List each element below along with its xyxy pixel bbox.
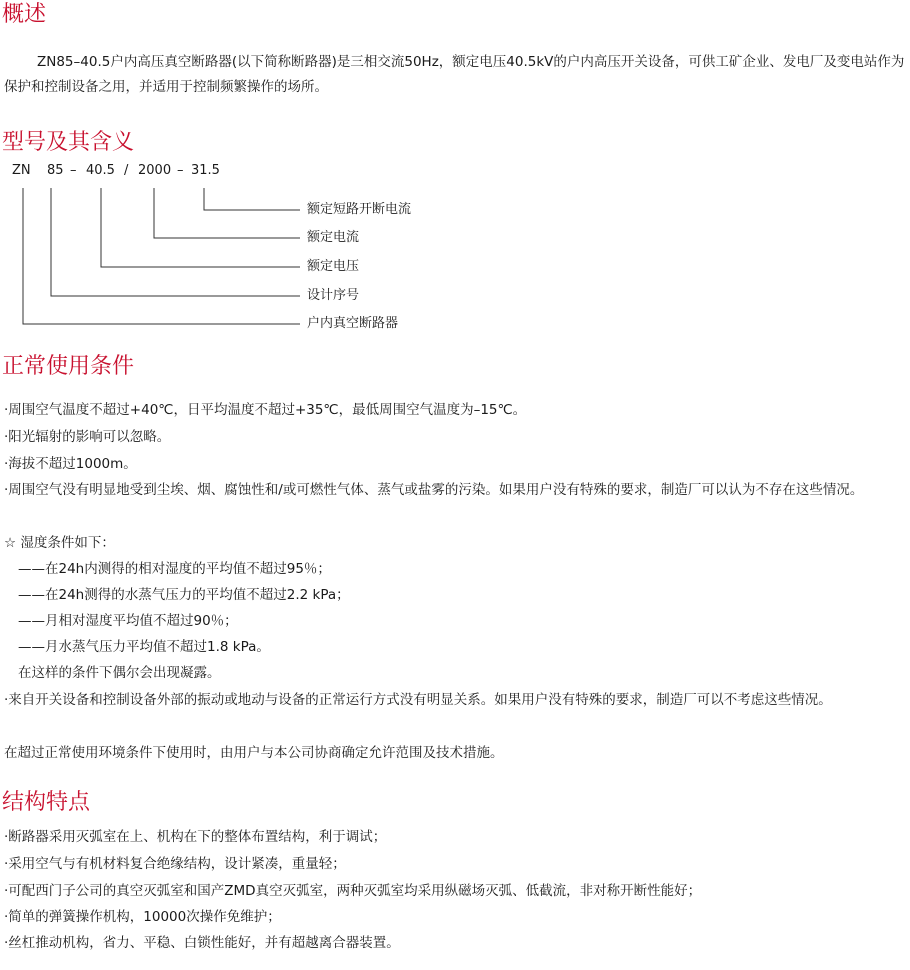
condition-item: ·周围空气温度不超过+40℃，日平均温度不超过+35℃，最低周围空气温度为–15℃。 <box>4 402 527 418</box>
tree-line-series <box>23 188 300 324</box>
model-part-dash: – <box>177 163 184 178</box>
tree-line-voltage <box>101 188 300 267</box>
label-design-number: 设计序号 <box>307 288 360 303</box>
overview-heading: 概述 <box>2 2 47 27</box>
model-part-series: ZN <box>12 163 31 178</box>
structure-item: ·采用空气与有机材料复合绝缘结构，设计紧凑，重量轻； <box>4 856 346 872</box>
conditions-heading: 正常使用条件 <box>2 354 135 379</box>
model-part-design: 85 <box>47 163 64 178</box>
structure-item: ·简单的弹簧操作机构，10000次操作免维护； <box>4 909 281 925</box>
tree-line-breaking <box>204 188 300 210</box>
tree-line-design <box>51 188 300 296</box>
condition-item: ·来自开关设备和控制设备外部的振动或地动与设备的正常运行方式没有明显关系。如果用户没有特殊的要求，制造厂可以不考虑这些情况。 <box>4 692 832 708</box>
condition-item: ·周围空气没有明显地受到尘埃、烟、腐蚀性和/或可燃性气体、蒸气或盐雾的污染。如果用户没有特殊的要求，制造厂可以认为不存在这些情况。 <box>4 482 864 498</box>
model-heading: 型号及其含义 <box>2 130 135 155</box>
label-rated-current: 额定电流 <box>307 230 360 245</box>
humidity-item: ——月相对湿度平均值不超过90％； <box>18 613 238 629</box>
model-tree-lines <box>0 0 910 340</box>
humidity-item: ——在24h测得的水蒸气压力的平均值不超过2.2 kPa； <box>18 587 350 603</box>
structure-heading: 结构特点 <box>2 790 91 815</box>
label-rated-voltage: 额定电压 <box>307 259 360 274</box>
tree-line-current <box>154 188 300 238</box>
humidity-item: ——在24h内测得的相对湿度的平均值不超过95％； <box>18 561 331 577</box>
label-indoor-vacuum-breaker: 户内真空断路器 <box>307 316 399 331</box>
humidity-title: ☆ 湿度条件如下： <box>4 535 115 551</box>
model-part-current: 2000 <box>138 163 172 178</box>
structure-item: ·丝杠推动机构，省力、平稳、白锁性能好，并有超越离合器装置。 <box>4 935 400 951</box>
model-part-breaking: 31.5 <box>191 163 220 178</box>
structure-item: ·可配西门子公司的真空灭弧室和国产ZMD真空灭弧室，两种灭弧室均采用纵磁场灭弧、低截流，非对称开断性能好； <box>4 883 702 899</box>
condensation-note: 在这样的条件下偶尔会出现凝露。 <box>18 665 221 681</box>
model-part-dash: – <box>70 163 77 178</box>
overview-text: ZN85–40.5户内高压真空断路器(以下简称断路器)是三相交流50Hz，额定电压40.5kV的户内高压开关设备，可供工矿企业、发电厂及变电站作为保护和控制设备之用，并适用于控制频繁操作的场所。 <box>4 54 905 95</box>
model-part-slash: / <box>124 163 129 178</box>
conditions-note: 在超过正常使用环境条件下使用时，由用户与本公司协商确定允许范围及技术措施。 <box>4 745 504 761</box>
model-part-voltage: 40.5 <box>86 163 115 178</box>
condition-item: ·海拔不超过1000m。 <box>4 456 137 472</box>
structure-item: ·断路器采用灭弧室在上、机构在下的整体布置结构，利于调试； <box>4 829 387 845</box>
humidity-item: ——月水蒸气压力平均值不超过1.8 kPa。 <box>18 639 270 655</box>
condition-item: ·阳光辐射的影响可以忽略。 <box>4 429 171 445</box>
label-rated-breaking-current: 额定短路开断电流 <box>307 202 412 217</box>
